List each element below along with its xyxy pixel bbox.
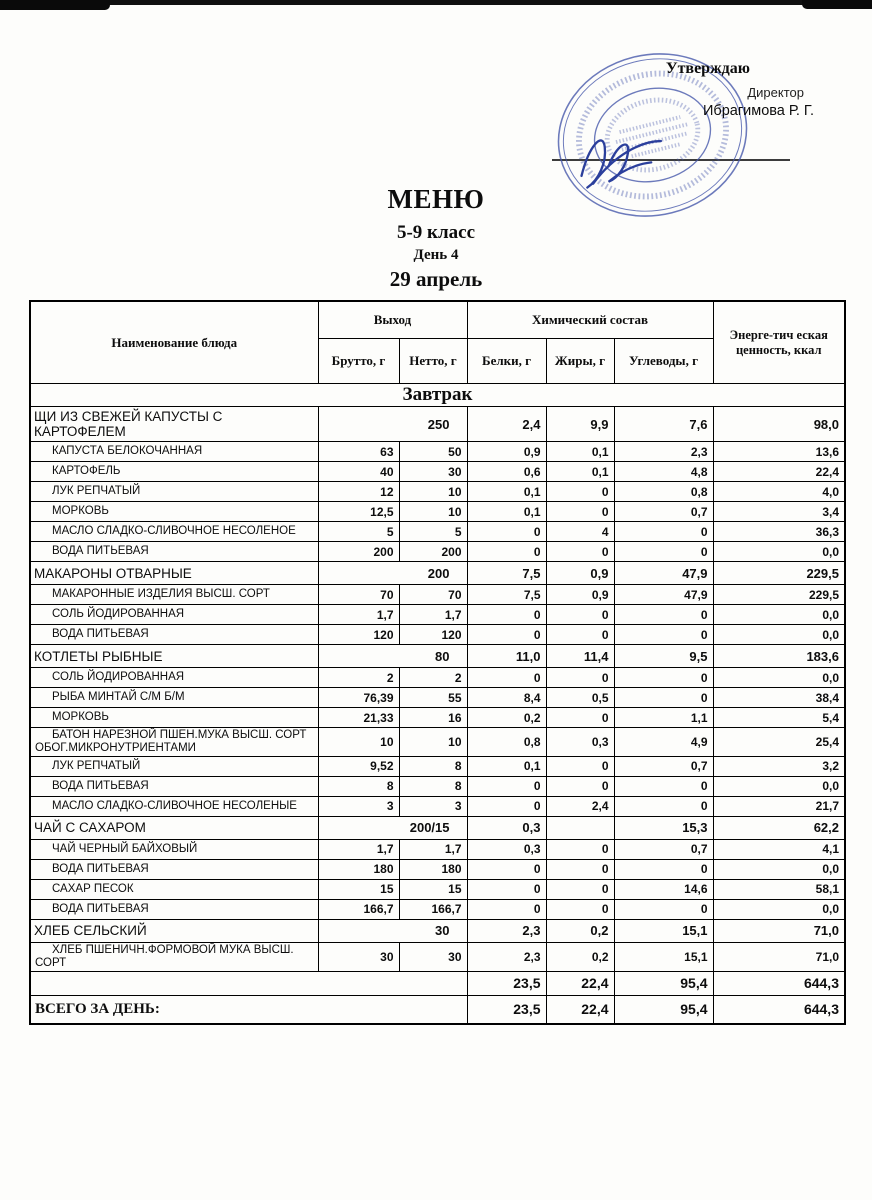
fat-cell: 0,5 <box>546 688 614 708</box>
gross-cell: 70 <box>318 585 399 605</box>
carbs-cell: 0 <box>614 542 713 562</box>
ingredient-name-cell: ЧАЙ ЧЕРНЫЙ БАЙХОВЫЙ <box>30 839 318 859</box>
approval-block <box>534 60 814 119</box>
approve-label: Утверждаю <box>665 60 750 77</box>
energy-cell: 22,4 <box>713 462 845 482</box>
ingredient-name-cell: МАКАРОННЫЕ ИЗДЕЛИЯ ВЫСШ. СОРТ <box>30 585 318 605</box>
ingredient-row <box>30 668 845 688</box>
carbs-cell: 0,8 <box>614 482 713 502</box>
ingredient-row <box>30 605 845 625</box>
net-cell: 16 <box>399 708 467 728</box>
carbs-cell: 0 <box>614 605 713 625</box>
header-row-1 <box>30 301 845 339</box>
dish-name-cell: ХЛЕБ СЕЛЬСКИЙ <box>30 919 318 942</box>
net-cell: 10 <box>399 482 467 502</box>
fat-cell: 0 <box>546 708 614 728</box>
energy-cell: 4,0 <box>713 482 845 502</box>
col-header-gross: Брутто, г <box>318 339 399 384</box>
protein-cell: 0 <box>467 542 546 562</box>
protein-cell: 0,2 <box>467 708 546 728</box>
fat-cell: 0 <box>546 776 614 796</box>
col-header-dish: Наименование блюда <box>30 301 318 384</box>
ingredient-row <box>30 462 845 482</box>
protein-cell: 2,3 <box>467 942 546 971</box>
ingredient-row <box>30 442 845 462</box>
col-header-fat: Жиры, г <box>546 339 614 384</box>
dish-row <box>30 919 845 942</box>
gross-cell: 200 <box>318 542 399 562</box>
ingredient-row <box>30 839 845 859</box>
protein-cell: 8,4 <box>467 688 546 708</box>
protein-cell: 0 <box>467 522 546 542</box>
gross-cell: 9,52 <box>318 756 399 776</box>
fat-cell: 0 <box>546 542 614 562</box>
output-cell: 200/15 <box>318 816 467 839</box>
carbs-cell: 9,5 <box>614 645 713 668</box>
net-cell: 200 <box>399 542 467 562</box>
fat-cell: 0 <box>546 899 614 919</box>
class-subtitle: 5-9 класс <box>396 222 476 243</box>
gross-cell: 3 <box>318 796 399 816</box>
carbs-cell: 0 <box>614 522 713 542</box>
gross-cell: 76,39 <box>318 688 399 708</box>
total-label: ВСЕГО ЗА ДЕНЬ: <box>30 995 467 1024</box>
protein-cell: 0 <box>467 625 546 645</box>
energy-cell: 62,2 <box>713 816 845 839</box>
net-cell: 2 <box>399 668 467 688</box>
ingredient-name-cell: МАСЛО СЛАДКО-СЛИВОЧНОЕ НЕСОЛЕНЫЕ <box>30 796 318 816</box>
date-subtitle: 29 апрель <box>389 267 483 291</box>
gross-cell: 40 <box>318 462 399 482</box>
protein-cell: 0 <box>467 668 546 688</box>
scan-corner-left <box>0 0 110 10</box>
ingredient-row <box>30 776 845 796</box>
gross-cell: 1,7 <box>318 605 399 625</box>
fat-cell: 0,9 <box>546 585 614 605</box>
fat-cell: 0,3 <box>546 728 614 757</box>
net-cell: 166,7 <box>399 899 467 919</box>
carbs-cell: 14,6 <box>614 879 713 899</box>
gross-cell: 180 <box>318 859 399 879</box>
carbs-cell: 47,9 <box>614 562 713 585</box>
carbs-cell: 0 <box>614 776 713 796</box>
carbs-cell: 0,7 <box>614 756 713 776</box>
carbs-cell: 0 <box>614 688 713 708</box>
net-cell: 55 <box>399 688 467 708</box>
gross-cell: 166,7 <box>318 899 399 919</box>
fat-cell: 0 <box>546 839 614 859</box>
protein-cell: 0 <box>467 899 546 919</box>
protein-cell: 0,6 <box>467 462 546 482</box>
carbs-cell: 4,9 <box>614 728 713 757</box>
ingredient-row <box>30 728 845 757</box>
col-header-protein: Белки, г <box>467 339 546 384</box>
output-cell: 80 <box>318 645 467 668</box>
carbs-cell: 15,1 <box>614 919 713 942</box>
energy-cell: 0,0 <box>713 668 845 688</box>
net-cell: 1,7 <box>399 605 467 625</box>
subtotal-energy: 644,3 <box>713 971 845 995</box>
dish-row <box>30 407 845 442</box>
dish-name-cell: ЩИ ИЗ СВЕЖЕЙ КАПУСТЫ С КАРТОФЕЛЕМ <box>30 407 318 442</box>
protein-cell: 0,3 <box>467 816 546 839</box>
protein-cell: 7,5 <box>467 562 546 585</box>
net-cell: 10 <box>399 728 467 757</box>
fat-cell: 0 <box>546 605 614 625</box>
ingredient-row <box>30 688 845 708</box>
director-role: Директор <box>747 85 804 100</box>
total-row <box>30 995 845 1024</box>
protein-cell: 0 <box>467 859 546 879</box>
protein-cell: 0,1 <box>467 502 546 522</box>
ingredient-name-cell: РЫБА МИНТАЙ С/М Б/М <box>30 688 318 708</box>
scan-corner-right <box>802 0 872 9</box>
menu-totals <box>30 971 845 1024</box>
protein-cell: 0 <box>467 796 546 816</box>
carbs-cell: 4,8 <box>614 462 713 482</box>
ingredient-name-cell: БАТОН НАРЕЗНОЙ ПШЕН.МУКА ВЫСШ. СОРТ ОБОГ.МИКРОНУТРИЕНТАМИ <box>30 728 318 757</box>
fat-cell: 0 <box>546 668 614 688</box>
menu-table <box>29 300 846 1025</box>
director-signature <box>560 112 725 204</box>
ingredient-name-cell: ВОДА ПИТЬЕВАЯ <box>30 899 318 919</box>
day-subtitle: День 4 <box>413 247 459 263</box>
ingredient-name-cell: САХАР ПЕСОК <box>30 879 318 899</box>
protein-cell: 2,4 <box>467 407 546 442</box>
net-cell: 50 <box>399 442 467 462</box>
carbs-cell: 0 <box>614 625 713 645</box>
total-fat: 22,4 <box>546 995 614 1024</box>
fat-cell: 0,1 <box>546 442 614 462</box>
energy-cell: 229,5 <box>713 562 845 585</box>
dish-row <box>30 562 845 585</box>
carbs-cell: 15,1 <box>614 942 713 971</box>
carbs-cell: 0 <box>614 668 713 688</box>
ingredient-name-cell: ВОДА ПИТЬЕВАЯ <box>30 776 318 796</box>
gross-cell: 8 <box>318 776 399 796</box>
subtotal-carbs: 95,4 <box>614 971 713 995</box>
energy-cell: 0,0 <box>713 625 845 645</box>
net-cell: 180 <box>399 859 467 879</box>
carbs-cell: 0,7 <box>614 502 713 522</box>
menu-table-header <box>30 301 845 384</box>
protein-cell: 0,3 <box>467 839 546 859</box>
output-cell: 200 <box>318 562 467 585</box>
protein-cell: 7,5 <box>467 585 546 605</box>
ingredient-row <box>30 756 845 776</box>
ingredient-row <box>30 859 845 879</box>
carbs-cell: 15,3 <box>614 816 713 839</box>
gross-cell: 1,7 <box>318 839 399 859</box>
total-carbs: 95,4 <box>614 995 713 1024</box>
ingredient-name-cell: ВОДА ПИТЬЕВАЯ <box>30 859 318 879</box>
section-title: Завтрак <box>30 384 845 407</box>
ingredient-row <box>30 942 845 971</box>
protein-cell: 0,8 <box>467 728 546 757</box>
fat-cell: 0,2 <box>546 919 614 942</box>
page-title: МЕНЮ <box>387 184 485 214</box>
net-cell: 3 <box>399 796 467 816</box>
protein-cell: 0 <box>467 776 546 796</box>
ingredient-name-cell: ВОДА ПИТЬЕВАЯ <box>30 542 318 562</box>
fat-cell: 0 <box>546 502 614 522</box>
menu-rows <box>30 384 845 972</box>
scan-edge <box>0 0 872 5</box>
protein-cell: 11,0 <box>467 645 546 668</box>
subtotal-row <box>30 971 845 995</box>
director-name: Ибрагимова Р. Г. <box>702 103 814 119</box>
fat-cell: 4 <box>546 522 614 542</box>
gross-cell: 12,5 <box>318 502 399 522</box>
dish-name-cell: ЧАЙ С САХАРОМ <box>30 816 318 839</box>
col-header-chemical: Химический состав <box>467 301 713 339</box>
energy-cell: 4,1 <box>713 839 845 859</box>
gross-cell: 5 <box>318 522 399 542</box>
net-cell: 15 <box>399 879 467 899</box>
gross-cell: 12 <box>318 482 399 502</box>
col-header-energy: Энерге-тич еская ценность, ккал <box>713 301 845 384</box>
ingredient-row <box>30 482 845 502</box>
energy-cell: 183,6 <box>713 645 845 668</box>
carbs-cell: 0 <box>614 899 713 919</box>
gross-cell: 21,33 <box>318 708 399 728</box>
dish-name-cell: КОТЛЕТЫ РЫБНЫЕ <box>30 645 318 668</box>
fat-cell: 0 <box>546 859 614 879</box>
net-cell: 120 <box>399 625 467 645</box>
fat-cell: 0 <box>546 879 614 899</box>
protein-cell: 0,9 <box>467 442 546 462</box>
protein-cell: 0,1 <box>467 482 546 502</box>
section-row <box>30 384 845 407</box>
energy-cell: 229,5 <box>713 585 845 605</box>
ingredient-row <box>30 542 845 562</box>
protein-cell: 0 <box>467 605 546 625</box>
carbs-cell: 1,1 <box>614 708 713 728</box>
ingredient-row <box>30 522 845 542</box>
energy-cell: 71,0 <box>713 942 845 971</box>
ingredient-name-cell: МОРКОВЬ <box>30 502 318 522</box>
gross-cell: 15 <box>318 879 399 899</box>
fat-cell: 0 <box>546 482 614 502</box>
energy-cell: 0,0 <box>713 776 845 796</box>
energy-cell: 0,0 <box>713 542 845 562</box>
ingredient-name-cell: СОЛЬ ЙОДИРОВАННАЯ <box>30 668 318 688</box>
fat-cell: 2,4 <box>546 796 614 816</box>
total-energy: 644,3 <box>713 995 845 1024</box>
net-cell: 1,7 <box>399 839 467 859</box>
energy-cell: 38,4 <box>713 688 845 708</box>
ingredient-name-cell: ВОДА ПИТЬЕВАЯ <box>30 625 318 645</box>
output-cell: 250 <box>318 407 467 442</box>
ingredient-name-cell: МАСЛО СЛАДКО-СЛИВОЧНОЕ НЕСОЛЕНОЕ <box>30 522 318 542</box>
col-header-net: Нетто, г <box>399 339 467 384</box>
carbs-cell: 2,3 <box>614 442 713 462</box>
gross-cell: 30 <box>318 942 399 971</box>
energy-cell: 0,0 <box>713 605 845 625</box>
ingredient-row <box>30 502 845 522</box>
ingredient-row <box>30 708 845 728</box>
carbs-cell: 47,9 <box>614 585 713 605</box>
energy-cell: 25,4 <box>713 728 845 757</box>
ingredient-name-cell: ХЛЕБ ПШЕНИЧН.ФОРМОВОЙ МУКА ВЫСШ. СОРТ <box>30 942 318 971</box>
ingredient-name-cell: КАРТОФЕЛЬ <box>30 462 318 482</box>
carbs-cell: 0 <box>614 796 713 816</box>
gross-cell: 10 <box>318 728 399 757</box>
protein-cell: 0 <box>467 879 546 899</box>
energy-cell: 58,1 <box>713 879 845 899</box>
subtotal-protein: 23,5 <box>467 971 546 995</box>
ingredient-name-cell: СОЛЬ ЙОДИРОВАННАЯ <box>30 605 318 625</box>
ingredient-name-cell: КАПУСТА БЕЛОКОЧАННАЯ <box>30 442 318 462</box>
gross-cell: 2 <box>318 668 399 688</box>
ingredient-row <box>30 879 845 899</box>
energy-cell: 36,3 <box>713 522 845 542</box>
energy-cell: 3,2 <box>713 756 845 776</box>
gross-cell: 120 <box>318 625 399 645</box>
net-cell: 5 <box>399 522 467 542</box>
fat-cell: 0 <box>546 625 614 645</box>
net-cell: 8 <box>399 776 467 796</box>
energy-cell: 98,0 <box>713 407 845 442</box>
col-header-carbs: Углеводы, г <box>614 339 713 384</box>
energy-cell: 3,4 <box>713 502 845 522</box>
dish-name-cell: МАКАРОНЫ ОТВАРНЫЕ <box>30 562 318 585</box>
ingredient-row <box>30 899 845 919</box>
output-cell: 30 <box>318 919 467 942</box>
carbs-cell: 0 <box>614 859 713 879</box>
net-cell: 70 <box>399 585 467 605</box>
fat-cell <box>546 816 614 839</box>
energy-cell: 13,6 <box>713 442 845 462</box>
carbs-cell: 7,6 <box>614 407 713 442</box>
fat-cell: 0,2 <box>546 942 614 971</box>
protein-cell: 0,1 <box>467 756 546 776</box>
net-cell: 8 <box>399 756 467 776</box>
fat-cell: 0,1 <box>546 462 614 482</box>
fat-cell: 0 <box>546 756 614 776</box>
energy-cell: 71,0 <box>713 919 845 942</box>
ingredient-name-cell: ЛУК РЕПЧАТЫЙ <box>30 482 318 502</box>
energy-cell: 5,4 <box>713 708 845 728</box>
ingredient-name-cell: ЛУК РЕПЧАТЫЙ <box>30 756 318 776</box>
total-protein: 23,5 <box>467 995 546 1024</box>
ingredient-row <box>30 585 845 605</box>
ingredient-name-cell: МОРКОВЬ <box>30 708 318 728</box>
protein-cell: 2,3 <box>467 919 546 942</box>
fat-cell: 0,9 <box>546 562 614 585</box>
gross-cell: 63 <box>318 442 399 462</box>
fat-cell: 9,9 <box>546 407 614 442</box>
energy-cell: 0,0 <box>713 859 845 879</box>
energy-cell: 21,7 <box>713 796 845 816</box>
subtotal-blank-cell <box>30 971 467 995</box>
col-header-output: Выход <box>318 301 467 339</box>
net-cell: 30 <box>399 942 467 971</box>
subtotal-fat: 22,4 <box>546 971 614 995</box>
net-cell: 30 <box>399 462 467 482</box>
ingredient-row <box>30 625 845 645</box>
carbs-cell: 0,7 <box>614 839 713 859</box>
energy-cell: 0,0 <box>713 899 845 919</box>
ingredient-row <box>30 796 845 816</box>
dish-row <box>30 645 845 668</box>
fat-cell: 11,4 <box>546 645 614 668</box>
net-cell: 10 <box>399 502 467 522</box>
dish-row <box>30 816 845 839</box>
